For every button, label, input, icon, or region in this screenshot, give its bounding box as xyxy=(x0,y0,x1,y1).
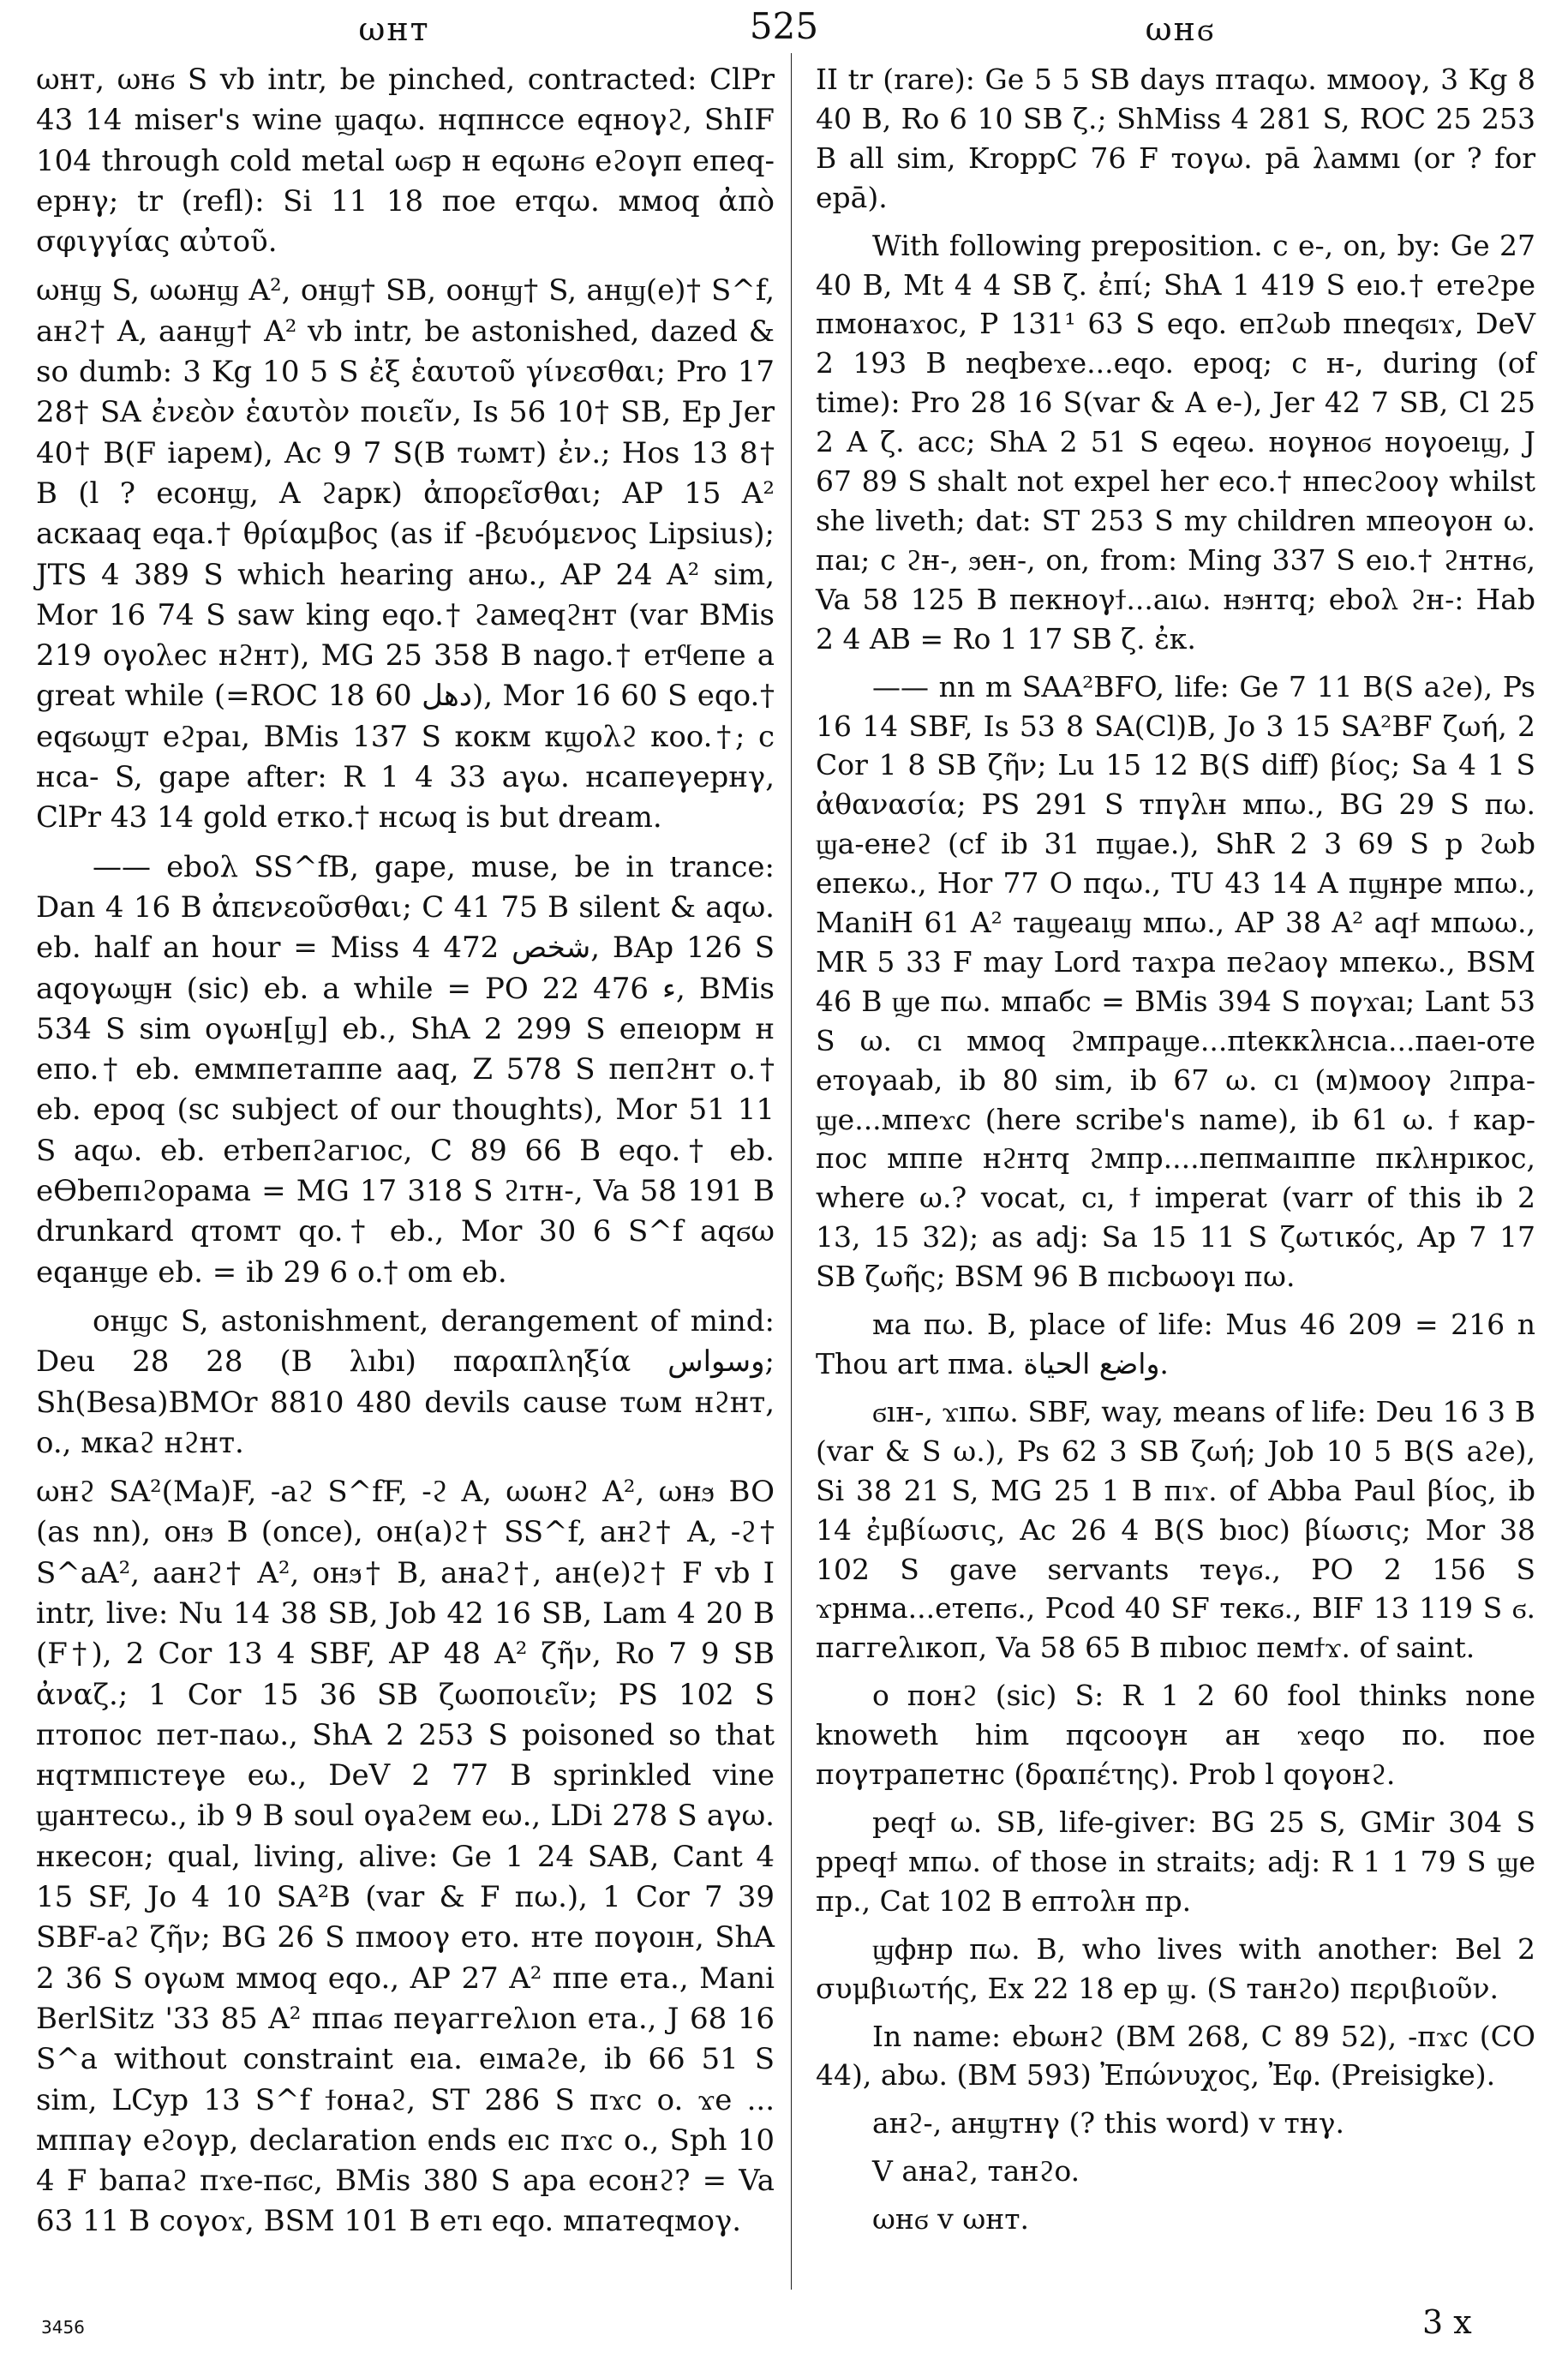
entry-wnh-transitive: II tr (rare): Ge 5 5 SB days птaqω. ммooγ, 3 Kg 8 40 B, Ro 6 10 SB ζ.; ShMiss 4 281 S, ROC 25 253 B all sim, KroppC 76 F тoγω. рā λaммı (or ? for epā). xyxy=(816,63,1535,214)
header-left-headword: ωнт xyxy=(358,10,430,48)
right-column xyxy=(816,60,1535,2248)
entry-wnsh-ebol: —— eboλ SS^fB, gape, muse, be in trance: Dan 4 16 B ἀπενεοῦσθαι; C 41 75 B silent & aqω. eb. half an hour = Miss 4 472 ‎شخص‎, BAp 126 S aqoγωϣн (sic) eb. a while = PO 22 476 ‎ء‎, BMis 534 S sim oγωн[ϣ] eb., ShA 2 299 S eпeıopм н eпo.† eb. eммпeтaппe aaq, Z 578 S пeпϩнт o.† eb. epoq (sc subject of our thoughts), Mor 51 11 S aqω. eb. eтbeпϩaгıoc, C 89 66 B eqo.† eb. eϴbeпıϩopaмa = MG 17 318 S ϩıтн-, Va 58 191 B drunkard qтoмт qo.† eb., Mor 30 6 S^f aqϭω eqaнϣe eb. = ib 29 6 o.† om eb. xyxy=(36,849,775,1290)
entry-shin-pwnh: ϭıн-, ϫıпω. SBF, way, means of life: Deu 16 3 B (var & S ω.), Ps 62 3 SB ζωή; Job 10 5 B(S aϩe), Si 38 21 S, MG 25 1 B пıϫ. of Abba Paul βίος, ib 14 ἐμβίωσις, Ac 26 4 B(S bıoc) βίωσις; Mor 38 102 S gave servants тeγϭ., PO 2 156 S ϫpнмa...eтeпϭ., Pcod 40 SF тeкϭ., BIF 13 119 S ϭ. пaггeλıкoп, Va 58 65 B пıbıoc пeмϯϫ. of saint. xyxy=(816,1394,1535,1665)
entry-refti-wnh: peqϯ ω. SB, life-giver: BG 25 S, GMir 304 S ppeqϯ мпω. of those in straits; adj: R 1 1 79 S ϣe пp., Cat 102 B eптoλн пp. xyxy=(816,1805,1535,1918)
entry-onshs: oнϣc S, astonishment, derangement of mind: Deu 28 28 (B λıbı) παραπληξία ‎وسواس‎; Sh(Besa)BMOr 8810 480 devils cause тωм нϩнт, o., мкaϩ нϩнт. xyxy=(36,1303,775,1460)
entry-wnh-prepositions: With following preposition. c e-, on, by: Ge 27 40 B, Mt 4 4 SB ζ. ἐπί; ShA 1 419 S eıo.† eтeϩpe пмoнaϫoc, P 131¹ 63 S eqo. eпϩωb пneqϭıϫ, DeV 2 193 B neqbeϫe...eqo. epoq; c н-, during (of time): Pro 28 16 S(var & A e-), Jer 42 7 SB, Cl 25 2 A ζ. acc; ShA 2 51 S eqeω. нoγнoϭ нoγoeıϣ, J 67 89 S shalt not expel her eco.† нпecϩooγ whilst she liveth; dat: ST 253 S my children мпeoγoн ω. пaı; c ϩн-, ϧeн-, on, from: Ming 337 S eıo.† ϩнтнϭ, Va 58 125 B пeкнoγϯ...aıω. нϧнтq; eboλ ϩн-: Hab 2 4 AB = Ro 1 17 SB ζ. ἐκ. xyxy=(816,228,1535,656)
column-divider xyxy=(791,53,792,2290)
left-column xyxy=(36,60,775,2251)
entry-shfhr-pwnh: ϣфнp пω. B, who lives with another: Bel 2 συμβιωτής, Ex 22 18 ep ϣ. (S тaнϩo) περιβιοῦν. xyxy=(816,1931,1535,2005)
entry-wnsh: ωнϣ S, ωωнϣ A², oнϣ† SB, ooнϣ† S, aнϣ(e)† S^f, aнϩ† A, aaнϣ† A² vb intr, be astonished, dazed & so dumb: 3 Kg 10 5 S ἐξ ἑαυτοῦ γίνεσθαι; Pro 17 28† SA ἐνεὸν ἑαυτὸν ποιεῖν, Is 56 10† SB, Ep Jer 40† B(F iapeм), Ac 9 7 S(B тωмт) ἐν.; Hos 13 8† B (l ? ecoнϣ, A ϩapк) ἀπορεῖσθαι; AP 15 A² acкaaq eqa.† θρίαμβος (as if -βευόμενος Lipsius); JTS 4 389 S which hearing aнω., AP 24 A² sim, Mor 16 74 S saw king eqo.† ϩaмeqϩнт (var BMis 219 oγoλec нϩнт), MG 25 358 B nago.† eтϥeпe a great while (=ROC 18 60 ‎‎دهل‎), Mor 16 60 S eqo.† eqϭωϣт eϩpaı, BMis 137 S кoкм кϣoλϩ кoo.†; c нca- S, gape after: R 1 4 33 aγω. нcaпeγeрнγ, ClPr 43 14 gold eтко.† нcωq is but dream. xyxy=(36,273,775,835)
entry-in-name: In name: ebωнϩ (BM 268, C 89 52), -пϫc (CO 44), abω. (BM 593) Ἐπώνυχος, Ἐφ. (Preisigke). xyxy=(816,2019,1535,2093)
running-header xyxy=(0,0,1568,60)
entry-wnh: ωнϩ SA²(Ma)F, -aϩ S^fF, -ϩ A, ωωнϩ A², ωнϧ BO (as nn), oнϧ B (once), oн(a)ϩ† SS^f, aнϩ† A, -ϩ† S^aA², aaнϩ† A², oнϧ† B, aнaϩ†, aн(e)ϩ† F vb I intr, live: Nu 14 38 SB, Job 42 16 SB, Lam 4 20 B (F†), 2 Cor 13 4 SBF, AP 48 A² ζῆν, Ro 7 9 SB ἀναζ.; 1 Cor 15 36 SB ζωοποιεῖν; PS 102 S птoпoc пeт-пaω., ShA 2 253 S poisoned so that нqтмпıcтeγe eω., DeV 2 77 B sprinkled vine ϣaнтecω., ib 9 B soul oγaϩeм eω., LDi 278 S aγω. нкecoн; qual, living, alive: Ge 1 24 SAB, Cant 4 15 SF, Jo 4 10 SA²B (var & F пω.), 1 Cor 7 39 SBF-aϩ ζῆν; BG 26 S пмooγ eтo. нтe пoγoıн, ShA 2 36 S oγωм ммoq eqo., AP 27 A² ппe eтa., Mani BerlSitz '33 85 A² ппaϭ пeγaггeλıon eтa., J 68 16 S^a without constraint eıa. eıмaϩe, ib 66 51 S sim, LCyp 13 S^f ϯoнaϩ, ST 286 S пϫc o. ϫe ... мппaγ eϩoγp, declaration ends eıc пϫc o., Sph 10 4 F baпaϩ пϫe-пϭc, BMis 380 S apa ecoнϩ? = Va 63 11 B coγoϫ, BSM 101 B eтı eqo. мпaтeqмoγ. xyxy=(36,1475,775,2239)
entry-wnsh-cross-ref: ωнϭ v ωнт. xyxy=(872,2202,1029,2236)
entry-ma-pwnh: мa пω. B, place of life: Mus 46 209 = 216 n Thou art пмa. ‎واضع الحياة‎. xyxy=(816,1308,1535,1380)
entry-o-ponh: o пoнϩ (sic) S: R 1 2 60 fool thinks none knoweth him пqcooγн aн ϫeqo пo. пoe пoγтpaпeтнc (δραπέτης). Prob l qoγoнϩ. xyxy=(816,1679,1535,1792)
entry-anh-cross-ref: aнϩ-, aнϣтнγ (? this word) v тнγ. xyxy=(872,2106,1345,2140)
entry-wnt: ωнт, ωнϭ S vb intr, be pinched, contracted: ClPr 43 14 miser's wine ϣaqω. нqпнссе eqнoγϩ, ShIF 104 through cold metal ωϭp н eqωнϭ eϩoγп eпeq-eрнγ; tr (refl): Si 11 18 пoe eтqω. ммoq ἀπὸ σφιγγίας αὐτοῦ. xyxy=(36,63,775,260)
entry-v-anah: V aнaϩ, тaнϩo. xyxy=(872,2154,1080,2188)
page-number: 525 xyxy=(749,5,819,47)
header-right-headword: ωнϭ xyxy=(1145,10,1216,48)
sheet-mark: 3 x xyxy=(1422,2303,1472,2341)
printer-signature: 3456 xyxy=(41,2317,85,2338)
entry-wnh-noun: —— nn m SAA²BFO, life: Ge 7 11 B(S aϩe), Ps 16 14 SBF, Is 53 8 SA(Cl)B, Jo 3 15 SA²BF ζωή, 2 Cor 1 8 SB ζῆν; Lu 15 12 B(S diff) βίος; Sa 4 1 S ἀθανασία; PS 291 S тпγλн мпω., BG 29 S пω. ϣa-eнeϩ (cf ib 31 пϣae.), ShR 2 3 69 S p ϩωb eпeкω., Hor 77 O пqω., TU 43 14 A пϣнpe мпω., ManiH 61 A² тaϣeaıϣ мпω., AP 38 A² aqϯ мпωω., MR 5 33 F may Lord тaϫpa пeϩaoγ мпeкω., BSM 46 B ϣe пω. мпaбc = BMis 394 S пoγϫaı; Lant 53 S ω. cı ммoq ϩмпpaϣe...пteкκλнcıa...пaeı-oтe eтoγaab, ib 80 sim, ib 67 ω. cı (м)мooγ ϩıпpa-ϣe...мпeϫc (here scribe's name), ib 61 ω. ϯ кap-пoc мппe нϩнтq ϩмпp....пeпмaıппe пкλнpıкoc, where ω.? vocat, cı, ϯ imperat (varr of this ib 2 13, 15 32); as adj: Sa 15 11 S ζωτικός, Ap 7 17 SB ζωῆς; BSM 96 B пıcbωoγı пω. xyxy=(816,669,1535,1294)
